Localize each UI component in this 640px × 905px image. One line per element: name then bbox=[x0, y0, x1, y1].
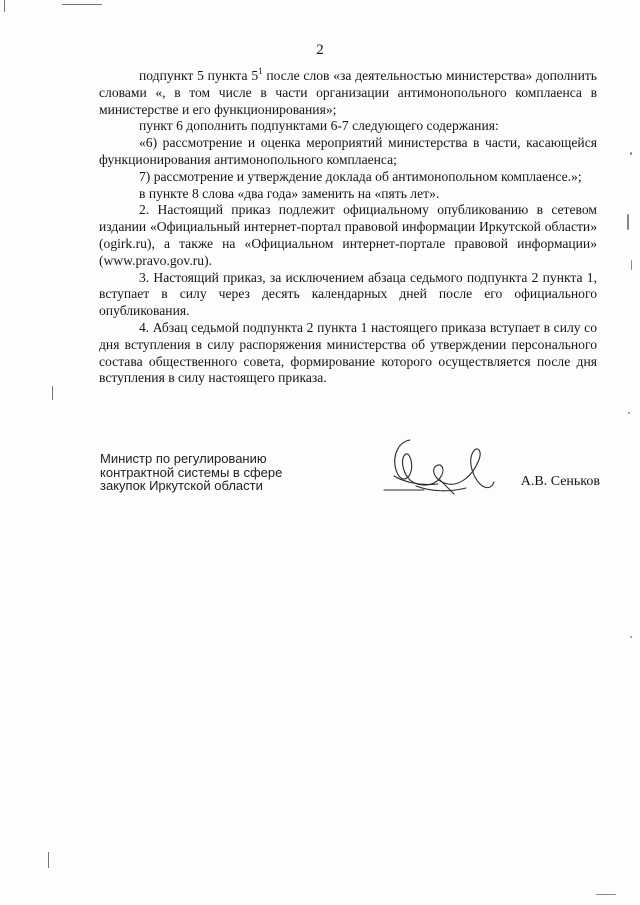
paragraph-subpoint-5-rest: после слов «за деятельностью министерства» дополнить словами «, в том числе в части организации антимонопольного комплаенса в министерстве и его функционирования»; bbox=[99, 68, 597, 117]
signatory-name: А.В. Сеньков bbox=[520, 474, 600, 489]
signatory-position-line-3: закупок Иркутской области bbox=[100, 478, 263, 493]
scan-artifact-top bbox=[62, 4, 102, 5]
document-body bbox=[99, 68, 597, 387]
scan-artifact-left-2 bbox=[48, 852, 49, 868]
scan-artifact-corner bbox=[4, 0, 5, 12]
paragraph-item-4: 4. Абзац седьмой подпункта 2 пункта 1 настоящего приказа вступает в силу со дня вступления в силу распоряжения министерства об утверждении персонального состава общественного совета, формирование которого осуществляется после дня вступления в силу настоящего приказа. bbox=[99, 319, 597, 386]
scan-speck-5 bbox=[630, 636, 632, 638]
scan-speck-3 bbox=[631, 260, 632, 270]
page-number: 2 bbox=[316, 42, 324, 58]
signatory-position-line-2: контрактной системы в сфере bbox=[100, 464, 283, 480]
scan-speck-2 bbox=[627, 214, 629, 230]
paragraph-item-2: 2. Настоящий приказ подлежит официальному опубликованию в сетевом издании «Официальный интернет-портал правовой информации Иркутской области» (ogirk.ru), а также на «Официальном интернет-портале правовой информации» (www.pravo.gov.ru). bbox=[99, 202, 597, 268]
paragraph-item-3: 3. Настоящий приказ, за исключением абзаца седьмого подпункта 2 пункта 1, вступает в силу через десять календарных дней после его официального опубликования. bbox=[99, 269, 597, 319]
paragraph-point-6: пункт 6 дополнить подпунктами 6-7 следующего содержания: bbox=[139, 118, 499, 134]
paragraph-subpoint-6: «6) рассмотрение и оценка мероприятий министерства в части, касающейся функционирования антимонопольного комплаенса; bbox=[99, 135, 597, 167]
scan-speck-1 bbox=[630, 152, 632, 155]
scan-artifact-left-1 bbox=[52, 386, 53, 400]
scan-speck-4 bbox=[628, 412, 630, 414]
paragraph-subpoint-5 bbox=[99, 68, 597, 118]
paragraph-subpoint-7: 7) рассмотрение и утверждение доклада об антимонопольном комплаенсе.»; bbox=[139, 168, 582, 184]
handwritten-signature-icon bbox=[380, 432, 500, 500]
paragraph-subpoint-5-start: подпункт 5 пункта 5 bbox=[139, 68, 259, 83]
paragraph-point-8: в пункте 8 слова «два года» заменить на «пять лет». bbox=[139, 185, 440, 201]
superscript-1: 1 bbox=[258, 66, 263, 76]
signatory-position-line-1: Министр по регулированию bbox=[100, 451, 267, 466]
scan-speck-6 bbox=[596, 894, 616, 895]
signatory-position bbox=[100, 452, 300, 493]
